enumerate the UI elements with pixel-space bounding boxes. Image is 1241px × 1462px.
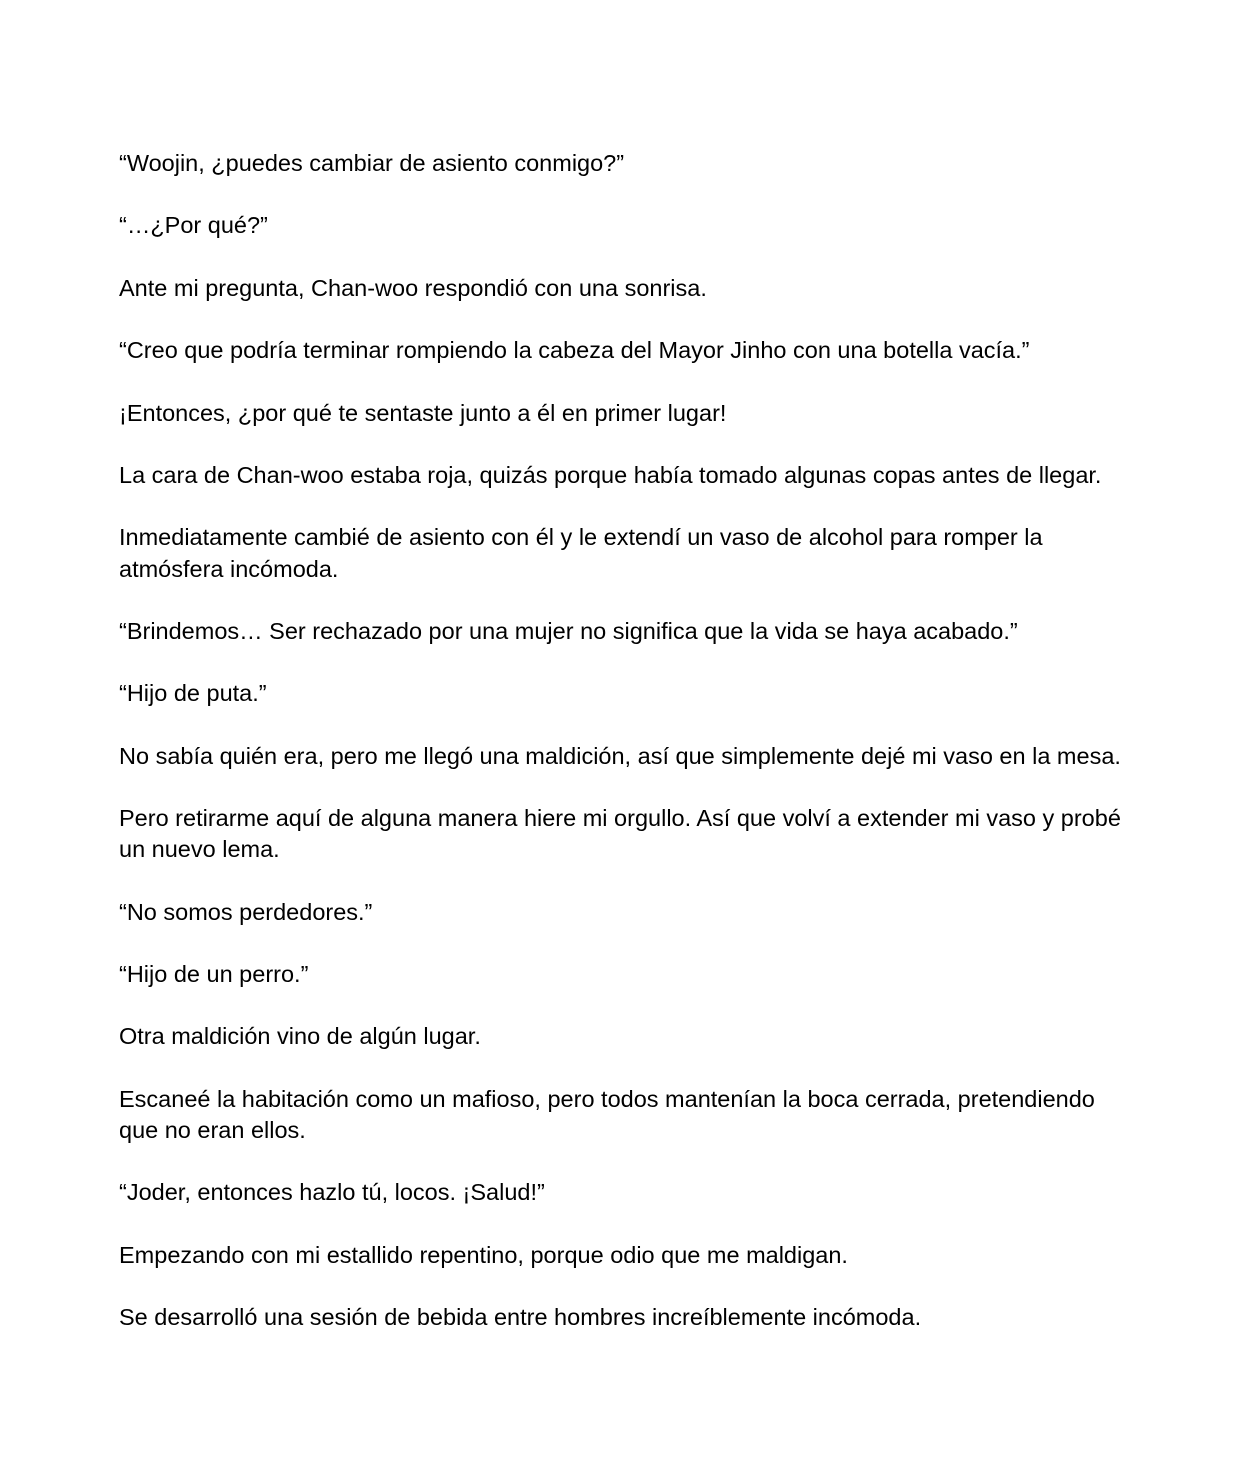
paragraph: “Brindemos… Ser rechazado por una mujer no significa que la vida se haya acabado.”	[119, 617, 1018, 644]
paragraph: Pero retirarme aquí de alguna manera hiere mi orgullo. Así que volví a extender mi vaso y probé un nuevo lema.	[119, 805, 1121, 863]
paragraph: Inmediatamente cambié de asiento con él y le extendí un vaso de alcohol para romper la atmósfera incómoda.	[119, 524, 1043, 582]
paragraph: “Woojin, ¿puedes cambiar de asiento conmigo?”	[119, 150, 625, 176]
paragraph: ¡Entonces, ¿por qué te sentaste junto a él en primer lugar!	[119, 399, 727, 426]
paragraph: No sabía quién era, pero me llegó una maldición, así que simplemente dejé mi vaso en la mesa.	[119, 742, 1121, 769]
paragraph: “No somos perdedores.”	[119, 898, 373, 925]
paragraph: La cara de Chan-woo estaba roja, quizás porque había tomado algunas copas antes de llegar.	[119, 461, 1102, 488]
paragraph: Se desarrolló una sesión de bebida entre hombres increíblemente incómoda.	[119, 1304, 922, 1331]
paragraph: Escaneé la habitación como un mafioso, pero todos mantenían la boca cerrada, pretendiendo que no eran ellos.	[119, 1085, 1095, 1144]
paragraph: Otra maldición vino de algún lugar.	[119, 1023, 481, 1050]
paragraph: “…¿Por qué?”	[119, 212, 268, 239]
paragraph: “Joder, entonces hazlo tú, locos. ¡Salud!”	[119, 1179, 545, 1206]
paragraph: Ante mi pregunta, Chan-woo respondió con una sonrisa.	[119, 274, 707, 301]
paragraph: “Creo que podría terminar rompiendo la cabeza del Mayor Jinho con una botella vacía.”	[119, 337, 1030, 364]
paragraph: “Hijo de un perro.”	[119, 961, 309, 988]
document-body	[119, 148, 1129, 1365]
paragraph: Empezando con mi estallido repentino, porque odio que me maldigan.	[119, 1241, 848, 1268]
paragraph: “Hijo de puta.”	[119, 680, 267, 707]
